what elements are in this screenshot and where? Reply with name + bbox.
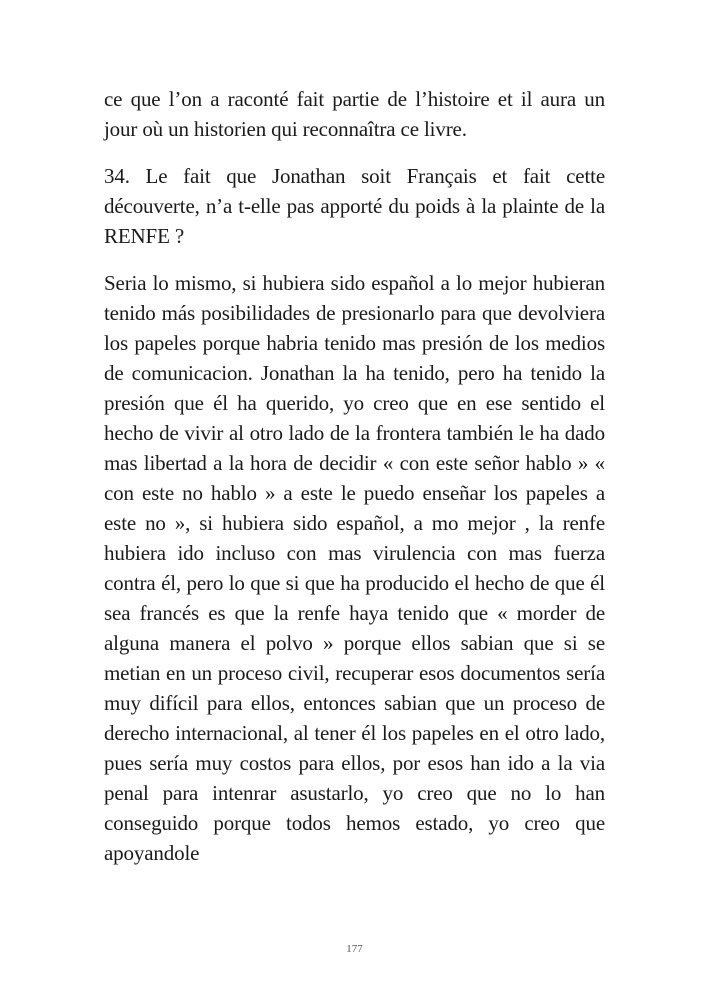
- paragraph-continuation: ce que l’on a raconté fait partie de l’histoire et il aura un jour où un historien qui reconnaîtra ce livre.: [104, 87, 605, 141]
- page-number: 177: [346, 943, 363, 955]
- paragraph-question-34: 34. Le fait que Jonathan soit Français et fait cette découverte, n’a t-elle pas apporté du poids à la plainte de la RENFE ?: [104, 164, 605, 248]
- paragraph-answer: Seria lo mismo, si hubiera sido español a lo mejor hubieran tenido más posibilidades de presionarlo para que devolviera los papeles porque habria tenido mas presión de los medios de comunicacion. Jonathan la ha tenido, pero ha tenido la presión que él ha querido, yo creo que en ese sentido el hecho de vivir al otro lado de la frontera también le ha dado mas libertad a la hora de decidir « con este señor hablo » « con este no hablo » a este le puedo enseñar los papeles a este no », si hubiera sido español, a mo mejor , la renfe hubiera ido incluso con mas virulencia con mas fuerza contra él, pero lo que si que ha producido el hecho de que él sea francés es que la renfe haya tenido que « morder de alguna manera el polvo » porque ellos sabian que si se metian en un proceso civil, recuperar esos documentos sería muy difícil para ellos, entonces sabian que un proceso de derecho internacional, al tener él los papeles en el otro lado, pues sería muy costos para ellos, por esos han ido a la via penal para intenrar asustarlo, yo creo que no lo han conseguido porque todos hemos estado, yo creo que apoyandole: [104, 271, 605, 865]
- page-body: [104, 84, 605, 885]
